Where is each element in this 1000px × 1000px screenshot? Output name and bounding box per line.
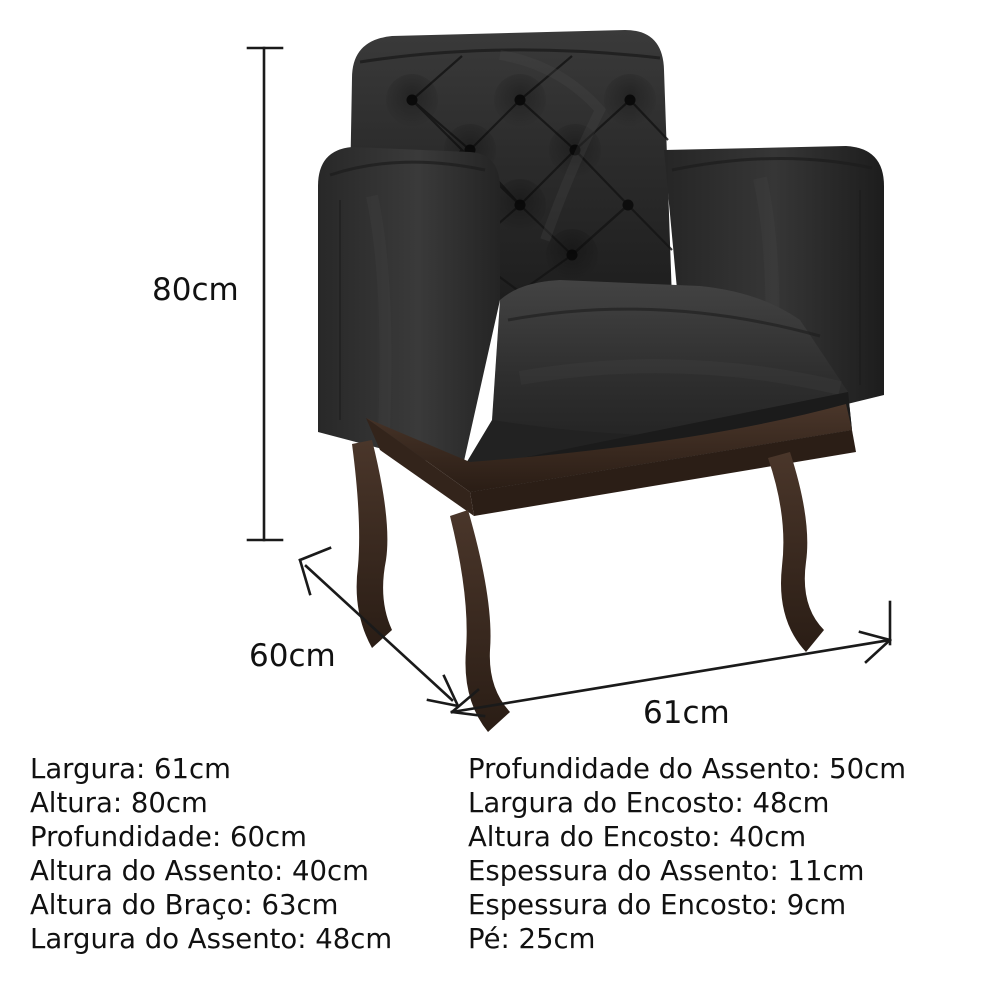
spec-column-right xyxy=(468,752,1000,956)
spec-item: Profundidade: 60cm xyxy=(30,821,307,853)
dimension-label-height: 80cm xyxy=(152,272,239,308)
spec-item: Largura do Assento: 48cm xyxy=(30,923,393,955)
spec-item: Espessura do Assento: 11cm xyxy=(468,855,865,887)
spec-item: Altura do Assento: 40cm xyxy=(30,855,369,887)
spec-item: Espessura do Encosto: 9cm xyxy=(468,889,847,921)
chair-arm-left xyxy=(318,147,500,470)
specifications-block xyxy=(0,752,1000,956)
spec-item: Largura: 61cm xyxy=(30,753,231,785)
spec-item: Pé: 25cm xyxy=(468,923,596,955)
spec-column-left xyxy=(0,752,468,956)
spec-item: Altura: 80cm xyxy=(30,787,208,819)
spec-item: Largura do Encosto: 48cm xyxy=(468,787,830,819)
dimension-label-depth: 60cm xyxy=(249,638,336,674)
spec-item: Profundidade do Assento: 50cm xyxy=(468,753,907,785)
dimension-label-width: 61cm xyxy=(643,695,730,731)
spec-item: Altura do Braço: 63cm xyxy=(30,889,339,921)
spec-item: Altura do Encosto: 40cm xyxy=(468,821,807,853)
